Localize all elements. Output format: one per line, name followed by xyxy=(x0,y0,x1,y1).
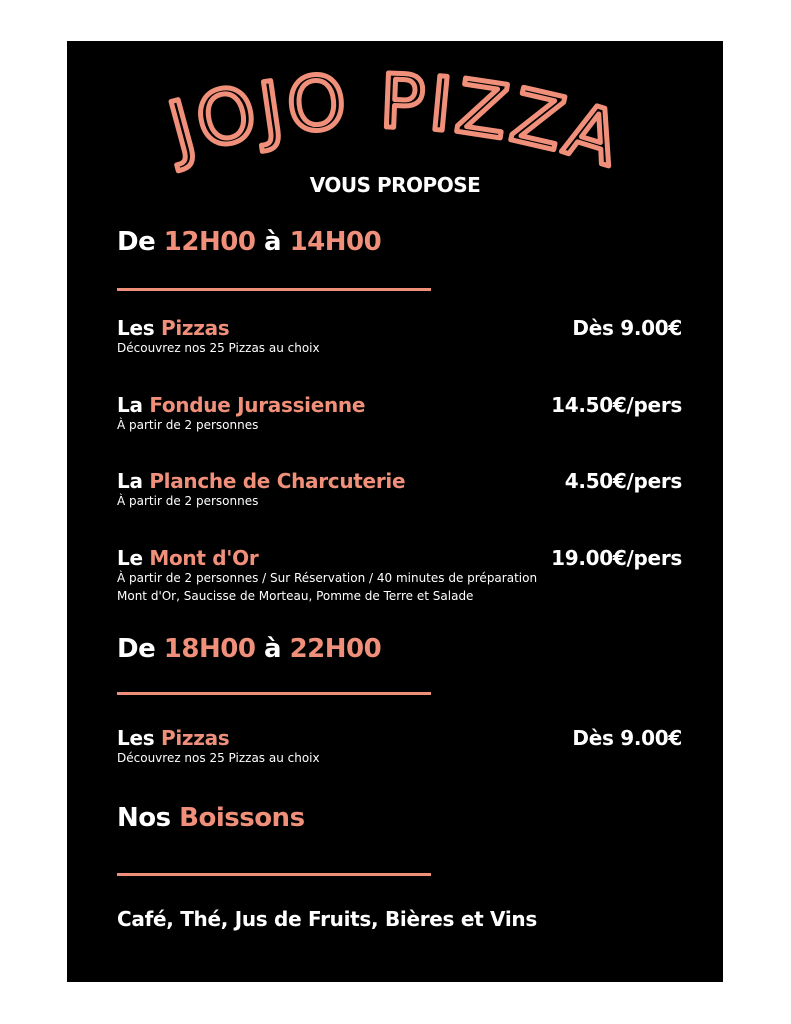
section-2-heading: De 18H00 à 22H00 xyxy=(117,634,382,664)
section-2-start-time: 18H00 xyxy=(163,634,256,664)
brand-title: JOJO PIZZA xyxy=(160,58,633,185)
section-1-heading: De 12H00 à 14H00 xyxy=(117,227,382,257)
item-price: Dès 9.00€ xyxy=(572,726,682,750)
item-description: À partir de 2 personnes / Sur Réservation / 40 minutes de préparation xyxy=(117,571,538,585)
item-price: 14.50€/pers xyxy=(551,393,682,417)
drinks-list: Café, Thé, Jus de Fruits, Bières et Vins xyxy=(117,907,537,931)
section-2-divider xyxy=(117,692,431,695)
drinks-divider xyxy=(117,873,431,876)
item-description: Mont d'Or, Saucisse de Morteau, Pomme de Terre et Salade xyxy=(117,589,474,603)
item-price: 19.00€/pers xyxy=(551,546,682,570)
item-description: Découvrez nos 25 Pizzas au choix xyxy=(117,341,320,355)
brand-subtitle: VOUS PROPOSE xyxy=(309,173,481,197)
item-description: Découvrez nos 25 Pizzas au choix xyxy=(117,751,320,765)
section-2-end-time: 22H00 xyxy=(289,634,382,664)
section-1-end-time: 14H00 xyxy=(289,227,382,257)
menu-item-mont-dor: Le Mont d'Or 19.00€/pers À partir de 2 personnes / Sur Réservation / 40 minutes de préparation Mont d'Or, Saucisse de Morteau, Pomme de Terre et Salade xyxy=(117,546,682,603)
item-price: Dès 9.00€ xyxy=(572,316,682,340)
section-1-start-time: 12H00 xyxy=(163,227,256,257)
section-1-divider xyxy=(117,288,431,291)
menu-item-fondue: La Fondue Jurassienne 14.50€/pers À partir de 2 personnes xyxy=(117,393,682,432)
menu-board xyxy=(67,41,723,982)
menu-item-pizzas-evening: Les Pizzas Dès 9.00€ Découvrez nos 25 Pizzas au choix xyxy=(117,726,682,765)
menu-item-charcuterie: La Planche de Charcuterie 4.50€/pers À partir de 2 personnes xyxy=(117,469,682,508)
item-price: 4.50€/pers xyxy=(564,469,682,493)
item-description: À partir de 2 personnes xyxy=(117,494,259,508)
item-description: À partir de 2 personnes xyxy=(117,418,259,432)
menu-item-pizzas: Les Pizzas Dès 9.00€ Découvrez nos 25 Pizzas au choix xyxy=(117,316,682,355)
drinks-heading: Nos Boissons xyxy=(117,803,305,833)
